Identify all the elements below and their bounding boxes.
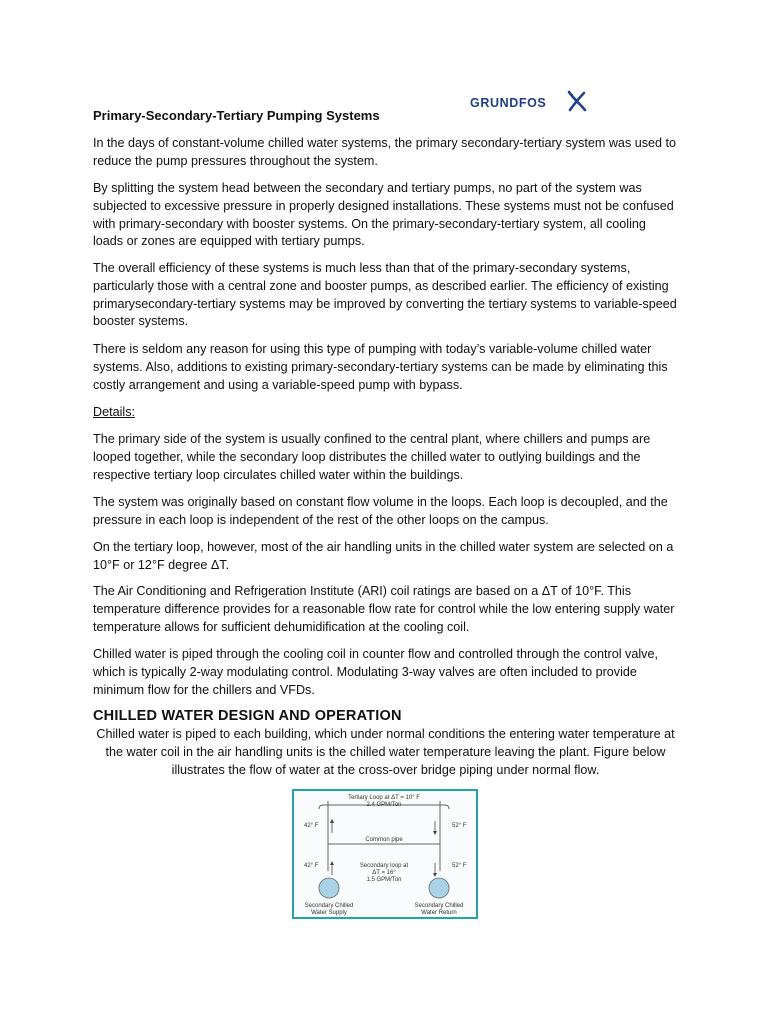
left-bottom-arrowhead [330,861,334,865]
paragraph-intro: In the days of constant-volume chilled water systems, the primary secondary-tertiary system was used to reduce the pump pressures throughout the system. [93,136,677,168]
supply-tank [319,878,339,898]
supply-label-2: Water Supply [311,910,347,916]
details-label: Details: [93,405,135,419]
grundfos-x-logo-icon [566,90,588,112]
logo-text: GRUNDFOS [470,96,547,110]
supply-label-1: Secondary Chilled [304,903,354,909]
paragraph-seldom: There is seldom any reason for using this type of pumping with today’s variable-volume chilled water systems. Also, additions to existing primary-secondary-tertiary systems can be made by eliminating this costly arrangement and using a variable-speed pump with bypass. [93,342,668,392]
return-label-2: Water Return [421,910,457,916]
paragraph-ari-ratings: The Air Conditioning and Refrigeration Institute (ARI) coil ratings are based on a ΔT of 10°F. This temperature difference provides for a reasonable flow rate for control while the low entering supply water temperature allows for sufficient dehumidification at the cooling coil. [93,584,675,634]
paragraph-splitting: By splitting the system head between the secondary and tertiary pumps, no part of the system was subjected to excessive pressure in properly designed installations. These systems must not be confused with primary-secondary with booster systems. On the primary-secondary-tertiary system, all cooling loads or zones are equipped with tertiary pumps. [93,181,674,249]
common-pipe-label: Common pipe [365,837,403,843]
tertiary-label-1: Tertiary Loop at ΔT = 10° F [348,795,420,801]
paragraph-tertiary-loop: On the tertiary loop, however, most of the air handling units in the chilled water system are selected on a 10°F or 12°F degree ΔT. [93,540,674,572]
left-top-temp: 42° F [304,823,319,829]
secondary-label-3: 1.5 GPM/Ton [366,877,402,883]
secondary-label-1: Secondary loop at [359,863,409,869]
paragraph-constant-flow: The system was originally based on constant flow volume in the loops. Each loop is decoupled, and the pressure in each loop is independent of the rest of the other loops on the campus. [93,495,668,527]
left-bottom-temp: 42° F [304,863,319,869]
flow-diagram-figure [292,789,478,919]
section-heading: CHILLED WATER DESIGN AND OPERATION [93,708,402,724]
right-bottom-temp: 52° F [452,863,467,869]
return-tank [429,878,449,898]
right-top-arrowhead [433,831,437,835]
tertiary-label-2: 2.4 GPM/Ton [366,802,402,808]
right-bottom-arrowhead [433,873,437,877]
grundfos-logo [470,90,590,112]
paragraph-design-operation: Chilled water is piped to each building, which under normal conditions the entering water temperature at the water coil in the air handling units is the chilled water temperature leaving the plant. Figure below illustrates the flow of water at the cross-over bridge piping under normal flow. [96,727,675,777]
flow-diagram [294,791,476,917]
paragraph-chilled-water-piping: Chilled water is piped through the cooling coil in counter flow and controlled through the control valve, which is typically 2-way modulating control. Modulating 3-way valves are often included to provide minimum flow for the chillers and VFDs. [93,647,658,697]
secondary-label-2: ΔT = 16° [372,870,396,876]
return-label-1: Secondary Chilled [414,903,464,909]
paragraph-efficiency: The overall efficiency of these systems is much less than that of the primary-secondary systems, particularly those with a central zone and booster pumps, as described earlier. The efficiency of existing primarysecondary-tertiary systems may be improved by converting the tertiary systems to variable-speed booster systems. [93,261,677,329]
right-top-temp: 52° F [452,823,467,829]
left-top-arrowhead [330,819,334,823]
paragraph-primary-side: The primary side of the system is usually confined to the central plant, where chillers and pumps are looped together, while the secondary loop distributes the chilled water to outlying buildings and the respective tertiary loop circulates chilled water within the buildings. [93,432,651,482]
document-title: Primary-Secondary-Tertiary Pumping Systems [93,108,380,123]
